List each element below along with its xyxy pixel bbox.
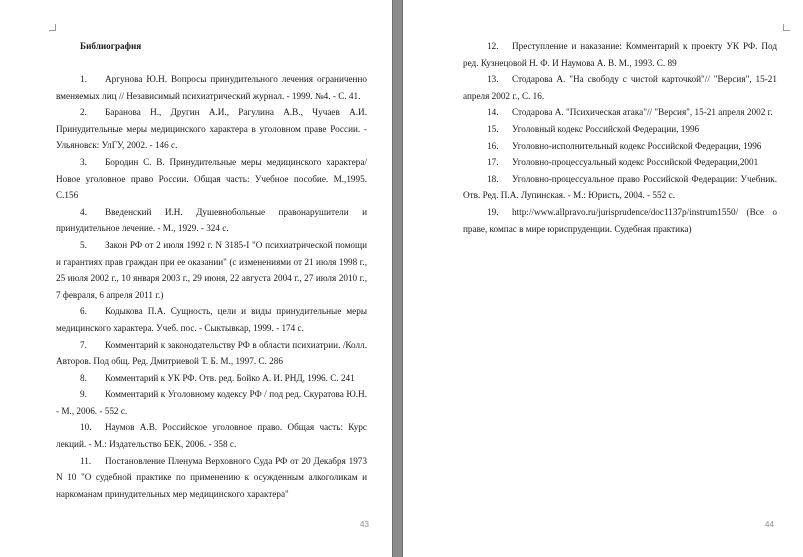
page-number: 44 xyxy=(765,520,774,529)
entry-number: 17. xyxy=(487,157,499,168)
bibliography-entry xyxy=(463,121,777,138)
entry-text: Стодарова А. "На свободу с чистой карточкой"// "Версия", 15-21 апреля 2002 г., С. 16. xyxy=(463,74,777,101)
page-number: 43 xyxy=(360,520,369,529)
margin-mark xyxy=(49,24,56,31)
entry-text: Баранова Н., Другин А.И., Рагулина А.В., Чучаев А.И. Принудительные меры медицинского характера в уголовном праве России. - Ульяновск: УлГУ, 2002. - 146 с. xyxy=(56,107,367,151)
bibliography-list-right xyxy=(463,38,777,237)
entry-number: 8. xyxy=(80,372,87,383)
entry-number: 6. xyxy=(80,306,87,317)
entry-text: Преступление и наказание: Комментарий к проекту УК РФ. Под ред. Кузнецовой Н. Ф. И Наумова А. В. М., 1993. С. 89 xyxy=(463,41,777,68)
bibliography-entry xyxy=(463,171,777,204)
bibliography-items xyxy=(463,38,777,237)
entry-number: 18. xyxy=(487,173,499,184)
entry-text: Кодыкова П.А. Сущность, цели и виды принудительные меры медицинского характера. Учеб. пос. - Сыктывкар, 1999. - 174 с. xyxy=(56,306,367,333)
bibliography-entry xyxy=(56,204,367,237)
bibliography-entry xyxy=(56,370,367,387)
entry-text: Уголовно-исполнительный кодекс Российской Федерации, 1996 xyxy=(512,140,762,151)
document-page-43 xyxy=(0,0,392,557)
bibliography-title: Библиография xyxy=(80,41,142,51)
entry-number: 9. xyxy=(80,389,87,400)
margin-mark xyxy=(783,24,790,31)
entry-number: 2. xyxy=(80,107,87,118)
bibliography-entry xyxy=(56,104,367,154)
entry-text: Уголовно-процессуальный кодекс Российской Федерации,2001 xyxy=(512,157,759,168)
entry-text: Постановление Пленума Верховного Суда РФ от 20 Декабря 1973 N 10 "О судебной практике по применению к осужденным алкоголикам и наркоманам принудительных мер медицинского характера" xyxy=(56,455,367,499)
entry-text: Комментарий к УК РФ. Отв. ред. Бойко А. И. РНД, 1996. С. 241 xyxy=(105,372,355,383)
entry-text: Закон РФ от 2 июля 1992 г. N 3185-I "О психиатрической помощи и гарантиях прав граждан при ее оказании" (с изменениями от 21 июля 1998 г., 25 июля 2002 г., 10 января 2003 г., 29 июня, 22 августа 2004 г., 27 июля 2010 г., 7 февраля, 6 апреля 2011 г.) xyxy=(56,239,367,300)
bibliography-entry xyxy=(56,71,367,104)
bibliography-entry xyxy=(56,337,367,370)
entry-number: 15. xyxy=(487,123,499,134)
entry-number: 19. xyxy=(487,206,499,217)
entry-number: 4. xyxy=(80,206,87,217)
page-separator xyxy=(392,0,403,557)
entry-text: Стодарова А. "Психическая атака"// "Версия", 15-21 апреля 2002 г. xyxy=(512,107,773,118)
entry-number: 10. xyxy=(80,422,92,433)
entry-text: Аргунова Ю.Н. Вопросы принудительного лечения ограниченно вменяемых лиц // Независимый психиатрический журнал. - 1999. №4. - С. 41. xyxy=(56,74,367,101)
bibliography-entry xyxy=(56,419,367,452)
bibliography-entry xyxy=(56,453,367,503)
document-page-44 xyxy=(403,0,803,557)
entry-number: 13. xyxy=(487,74,499,85)
entry-text: Введенский И.Н. Душевнобольные правонарушители и принудительное лечение. - М., 1929. - 324 с. xyxy=(56,206,367,234)
bibliography-entry xyxy=(56,386,367,419)
entry-number: 16. xyxy=(487,140,499,151)
entry-text: Наумов А.В. Российское уголовное право. Общая часть: Курс лекций. - М.: Издательство БЕК, 2006. - 358 с. xyxy=(56,422,367,450)
entry-number: 5. xyxy=(80,239,87,250)
entry-number: 7. xyxy=(80,339,87,350)
bibliography-entry xyxy=(463,138,777,155)
bibliography-entry xyxy=(56,154,367,204)
bibliography-entry xyxy=(463,104,777,121)
entry-text: Бородин С. В. Принудительные меры медицинского характера/ Новое уголовное право России. Общая часть: Учебное пособие. М.,1995. С.156 xyxy=(56,156,367,201)
bibliography-items xyxy=(56,71,367,502)
entry-number: 11. xyxy=(80,455,92,466)
bibliography-entry xyxy=(56,237,367,303)
bibliography-entry xyxy=(463,71,777,104)
entry-text[interactable]: http://www.allpravo.ru/jurisprudence/doc1137p/instrum1550/ (Все о праве, компас в мире юриспруденции. Судебная практика) xyxy=(463,206,777,234)
bibliography-entry xyxy=(463,38,777,71)
entry-text: Комментарий к Уголовному кодексу РФ / под ред. Скуратова Ю.Н. - М., 2006. - 552 с. xyxy=(56,389,367,416)
entry-text: Уголовный кодекс Российской Федерации, 1996 xyxy=(512,123,700,134)
entry-number: 1. xyxy=(80,74,87,84)
entry-number: 14. xyxy=(487,107,499,118)
entry-text: Комментарий к законодательству РФ в области психиатрии. /Колл. Авторов. Под общ. Ред. Дмитриевой Т. Б. М., 1997. С. 286 xyxy=(56,339,367,367)
bibliography-list-left xyxy=(56,38,367,502)
entry-number: 12. xyxy=(487,41,499,51)
entry-text: Уголовно-процессуальное право Российской Федерации: Учебник. Отв. Ред. П.А. Лупинская. - М.: Юристь, 2004. - 552 с. xyxy=(463,173,777,201)
bibliography-entry xyxy=(463,204,777,237)
entry-number: 3. xyxy=(80,156,87,167)
bibliography-entry xyxy=(56,303,367,336)
bibliography-entry xyxy=(463,154,777,171)
